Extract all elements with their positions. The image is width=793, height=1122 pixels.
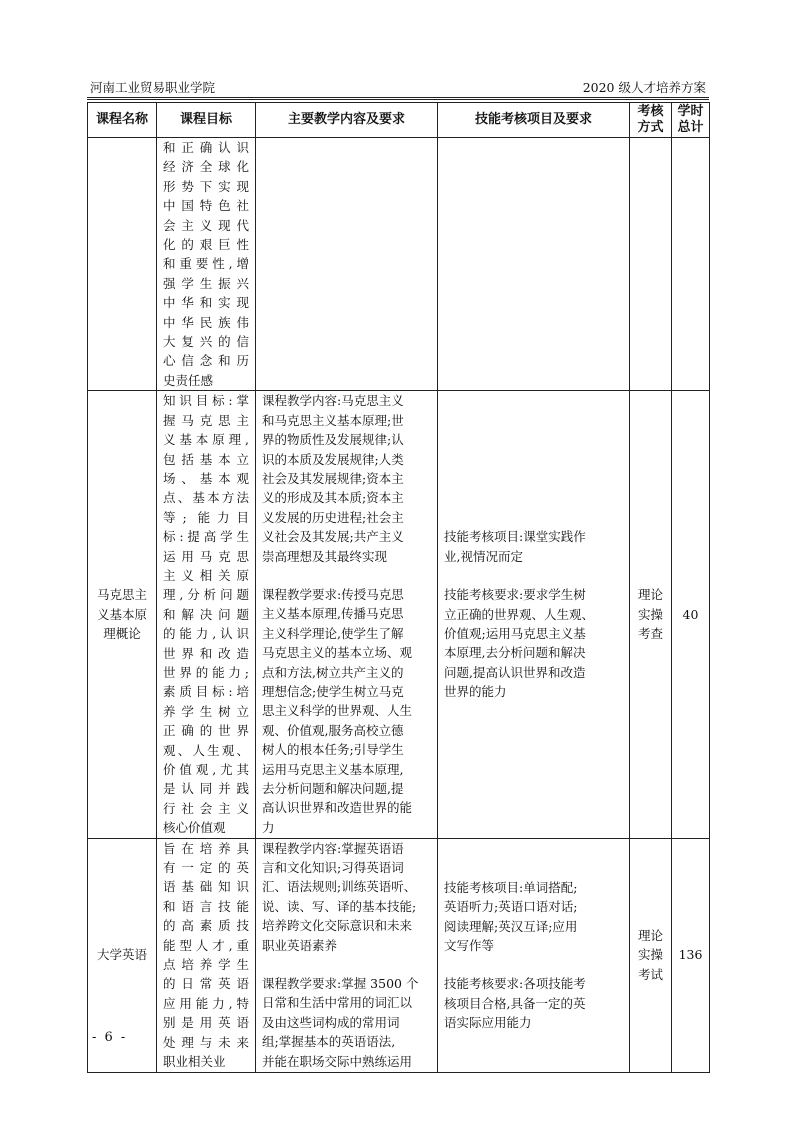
text-line: 能型人才,重 (163, 937, 249, 953)
page-header (87, 75, 709, 98)
col-teaching-content: 主要教学内容及要求 (256, 103, 438, 138)
col-total-hours: 学时 总计 (672, 103, 710, 138)
text-line: 价值观,尤其 (163, 762, 249, 777)
text-line: 理想信念;使学生树立马克 (262, 683, 404, 699)
text-line: 主义基本原理,传播马克思 (262, 606, 404, 622)
assessment-method-cell (630, 391, 672, 838)
text-line: 理,分析问题 (163, 587, 249, 603)
text-line: 中华和实现 (163, 295, 249, 311)
text-line: 标:提高学生 (163, 529, 249, 545)
text-line: 识的本质及发展规律;人类 (262, 451, 404, 467)
text-line: 课程教学要求:传授马克思 (262, 586, 404, 602)
course-table (87, 102, 710, 1073)
text-line: 说、读、写、译的基本技能; (262, 898, 417, 914)
skill-assessment-cell (438, 138, 630, 391)
text-line: 等; 能力目 (163, 509, 249, 525)
text-line: 包括基本立 (163, 451, 249, 467)
text-line: 组;掌握基本的英语语法, (262, 1034, 396, 1050)
text-line: 是认同并践 (163, 781, 249, 797)
text-line: 技能考核项目:单词搭配; (444, 879, 578, 895)
text-line: 英语听力;英语口语对话; (444, 899, 578, 915)
text-line: 及由这些词构成的常用词 (262, 1014, 400, 1030)
text-line: 问题,提高认识世界和改造 (444, 664, 586, 680)
col-skill-assessment: 技能考核项目及要求 (438, 103, 630, 138)
text-line: 汇、语法规则;训练英语听、 (262, 879, 417, 895)
skill-assessment-cell (438, 391, 630, 838)
col-course-name: 课程名称 (88, 103, 157, 138)
text-line: 社会及其发展规律;资本主 (262, 470, 404, 486)
skill-assessment-cell (438, 838, 630, 1072)
text-line: 处理与未来 (163, 1034, 249, 1050)
text-line: 世界的能力; (163, 664, 249, 680)
teaching-content-cell (256, 138, 438, 391)
text-line: 课程教学内容:掌握英语语 (262, 840, 404, 856)
text-line: 点培养学生 (163, 957, 249, 973)
text-line: 化的艰巨性 (163, 237, 249, 253)
text-line: 和马克思主义基本原理;世 (262, 412, 404, 428)
teaching-content-cell (256, 838, 438, 1072)
header-double-rule (87, 99, 709, 100)
text-line: 的日常英语 (163, 976, 249, 992)
text-line: 心信念和历 (163, 353, 249, 369)
text-line: 大复兴的信 (163, 334, 249, 350)
course-name-cell (88, 138, 157, 391)
text-line: 业,视情况而定 (444, 548, 523, 564)
text-line: 有一定的英 (163, 860, 249, 876)
text-line: 强学生振兴 (163, 275, 249, 291)
text-line: 场、基本观 (163, 470, 249, 486)
assessment-method-cell (630, 138, 672, 391)
text-line: 实操 (637, 606, 663, 622)
text-line: 经济全球化 (163, 159, 249, 175)
text-line: 点、基本方法 (163, 490, 249, 506)
text-line: 考查 (637, 626, 663, 642)
text-line: 正确的世界 (163, 723, 249, 739)
text-line: 运用马克思主义基本原理, (262, 761, 404, 777)
teaching-content-cell (256, 391, 438, 838)
text-line: 运用马克思 (163, 548, 249, 564)
text-line: 义的形成及其本质;资本主 (262, 490, 404, 506)
text-line: 理论 (637, 587, 663, 603)
text-line: 中华民族伟 (163, 314, 249, 330)
text-line: 职业相关业 (163, 1054, 226, 1070)
text-line: 义基本原理, (163, 432, 249, 448)
text-line: 阅读理解;英汉互译;应用 (444, 918, 578, 934)
text-line: 素质目标:培 (163, 684, 249, 700)
text-line: 养学生树立 (163, 703, 249, 719)
school-name: 河南工业贸易职业学院 (90, 80, 216, 95)
text-line: 语基础知识 (163, 879, 249, 895)
text-line: 义发展的历史进程;社会主 (262, 509, 404, 525)
text-line: 技能考核要求:各项技能考 (444, 976, 586, 992)
text-line: 考试 (637, 966, 663, 982)
table-header-row (88, 103, 710, 138)
text-line: 和语言技能 (163, 898, 249, 914)
text-line: 文写作等 (444, 937, 495, 953)
text-line: 行社会主义 (163, 800, 249, 816)
text-line: 握马克思主 (163, 412, 249, 428)
text-line: 主义科学理论,使学生了解 (262, 625, 404, 641)
text-line: 和正确认识 (163, 140, 249, 155)
text-line: 思主义科学的世界观、人生 (262, 703, 413, 719)
text-line: 技能考核项目:课堂实践作 (444, 529, 586, 545)
text-line: 观、人生观、 (163, 742, 249, 758)
course-goal-cell (157, 138, 256, 391)
text-line: 核心价值观 (163, 820, 226, 836)
col-assessment-method: 考核 方式 (630, 103, 672, 138)
text-line: 课程教学内容:马克思主义 (262, 393, 404, 409)
text-line: 价值观;运用马克思主义基 (444, 625, 586, 641)
text-line: 核项目合格,具备一定的英 (444, 995, 586, 1011)
text-line: 培养跨文化交际意识和未来 (262, 918, 413, 934)
assessment-method-cell (630, 838, 672, 1072)
text-line: 崇高理想及其最终实现 (262, 548, 388, 564)
text-line: 别是用英语 (163, 1015, 249, 1031)
text-line: 知识目标:掌 (163, 393, 249, 409)
table-row (88, 391, 710, 838)
text-line: 树人的根本任务;引导学生 (262, 742, 404, 758)
text-line: 应用能力,特 (163, 995, 249, 1011)
course-goal-cell (157, 391, 256, 838)
text-line: 旨在培养具 (163, 840, 249, 856)
text-line: 观、价值观,服务高校立德 (262, 722, 404, 738)
text-line: 立正确的世界观、人生观、 (444, 606, 595, 622)
text-line: 中国特色社 (163, 198, 249, 214)
text-line: 去分析问题和解决问题,提 (262, 781, 404, 796)
text-line: 的高素质技 (163, 918, 249, 934)
text-line: 义社会及其发展;共产主义 (262, 529, 404, 545)
text-line: 职业英语素养 (262, 937, 338, 953)
text-line: 世界的能力 (444, 684, 507, 700)
text-line: 形势下实现 (163, 178, 249, 194)
text-line: 主义相关原 (163, 567, 249, 583)
text-line: 言和文化知识;习得英语词 (262, 860, 404, 876)
text-line: 实操 (637, 947, 663, 963)
text-line: 会主义现代 (163, 217, 249, 233)
text-line: 理论 (637, 928, 663, 944)
total-hours-cell: 136 (672, 838, 710, 1072)
course-goal-cell (157, 838, 256, 1072)
text-line: 课程教学要求:掌握 3500 个 (262, 976, 419, 992)
total-hours-cell (672, 138, 710, 391)
text-line: 的能力,认识 (163, 626, 249, 642)
page-number: - 6 - (92, 1030, 128, 1045)
text-line: 和重要性,增 (163, 256, 249, 272)
table-row (88, 138, 710, 391)
text-line: 高认识世界和改造世界的能 (262, 800, 413, 816)
text-line: 马克思主义的基本立场、观 (262, 645, 413, 661)
text-line: 力 (262, 819, 275, 835)
text-line: 世界和改造 (163, 645, 249, 661)
text-line: 语实际应用能力 (444, 1015, 532, 1031)
text-line: 日常和生活中常用的词汇以 (262, 995, 413, 1011)
total-hours-cell: 40 (672, 391, 710, 838)
course-name-cell: 马克思主义基本原理概论 (88, 391, 157, 838)
text-line: 技能考核要求:要求学生树 (444, 587, 586, 603)
text-line: 点和方法,树立共产主义的 (262, 664, 404, 680)
text-line: 界的物质性及发展规律;认 (262, 432, 404, 448)
text-line: 史责任感 (163, 372, 214, 388)
text-line: 本原理,去分析问题和解决 (444, 645, 586, 661)
text-line: 并能在职场交际中熟练运用 (262, 1053, 413, 1069)
col-course-goal: 课程目标 (157, 103, 256, 138)
document-title: 2020 级人才培养方案 (582, 80, 706, 95)
text-line: 和解决问题 (163, 606, 249, 622)
course-name-cell: 大学英语 (88, 838, 157, 1072)
table-row (88, 838, 710, 1072)
